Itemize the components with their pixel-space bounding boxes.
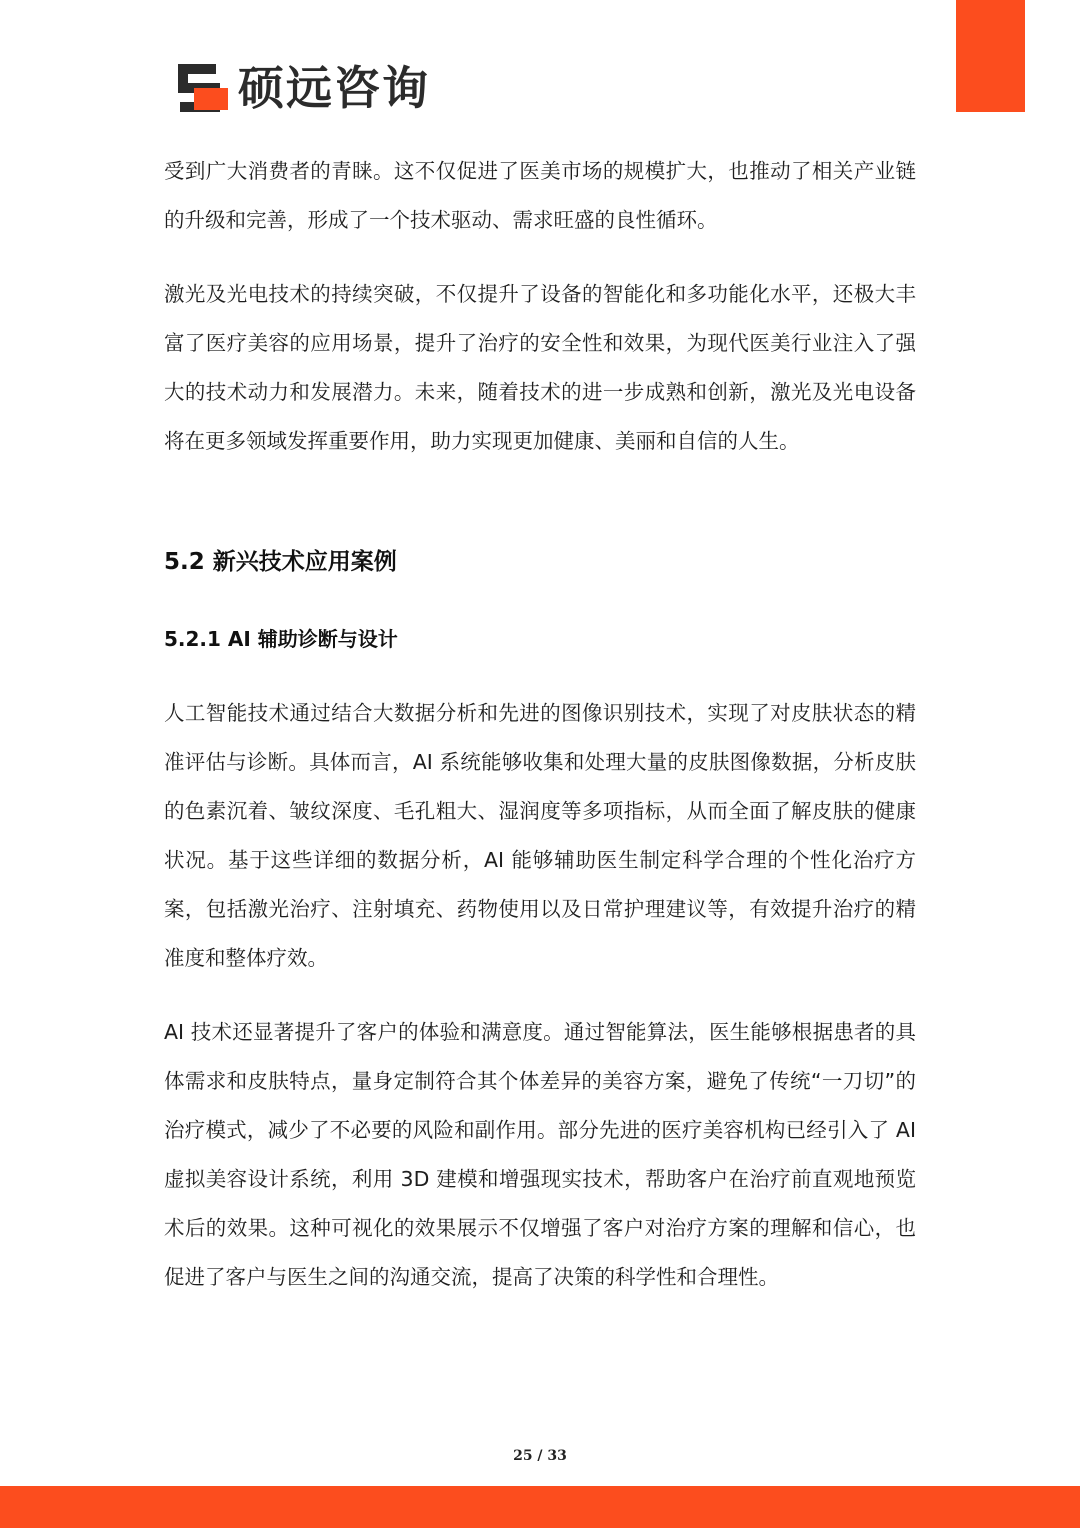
brand-name: 硕远咨询 xyxy=(238,61,430,115)
page-number: 25 / 33 xyxy=(513,1448,567,1464)
paragraph-2: 激光及光电技术的持续突破，不仅提升了设备的智能化和多功能化水平，还极大丰富了医疗美容的应用场景，提升了治疗的安全性和效果，为现代医美行业注入了强大的技术动力和发展潜力。未来，随着技术的进一步成熟和创新，激光及光电设备将在更多领域发挥重要作用，助力实现更加健康、美丽和自信的人生。 xyxy=(164,282,916,453)
section-heading: 5.2 新兴技术应用案例 xyxy=(164,549,397,575)
paragraph-1: 受到广大消费者的青睐。这不仅促进了医美市场的规模扩大，也推动了相关产业链的升级和完善，形成了一个技术驱动、需求旺盛的良性循环。 xyxy=(164,159,916,232)
brand-logo xyxy=(176,60,430,116)
footer-accent-bar xyxy=(0,1486,1080,1528)
s-block-logo-icon xyxy=(176,62,228,114)
paragraph-3: 人工智能技术通过结合大数据分析和先进的图像识别技术，实现了对皮肤状态的精准评估与诊断。具体而言，AI 系统能够收集和处理大量的皮肤图像数据，分析皮肤的色素沉着、皱纹深度、毛孔粗大、湿润度等多项指标，从而全面了解皮肤的健康状况。基于这些详细的数据分析，AI 能够辅助医生制定科学合理的个性化治疗方案，包括激光治疗、注射填充、药物使用以及日常护理建议等，有效提升治疗的精准度和整体疗效。 xyxy=(164,701,916,970)
paragraph-4: AI 技术还显著提升了客户的体验和满意度。通过智能算法，医生能够根据患者的具体需求和皮肤特点，量身定制符合其个体差异的美容方案，避免了传统“一刀切”的治疗模式，减少了不必要的风险和副作用。部分先进的医疗美容机构已经引入了 AI 虚拟美容设计系统，利用 3D 建模和增强现实技术，帮助客户在治疗前直观地预览术后的效果。这种可视化的效果展示不仅增强了客户对治疗方案的理解和信心，也促进了客户与医生之间的沟通交流，提高了决策的科学性和合理性。 xyxy=(164,1020,916,1289)
corner-accent-tab xyxy=(956,0,1025,112)
subsection-heading: 5.2.1 AI 辅助诊断与设计 xyxy=(164,627,398,651)
